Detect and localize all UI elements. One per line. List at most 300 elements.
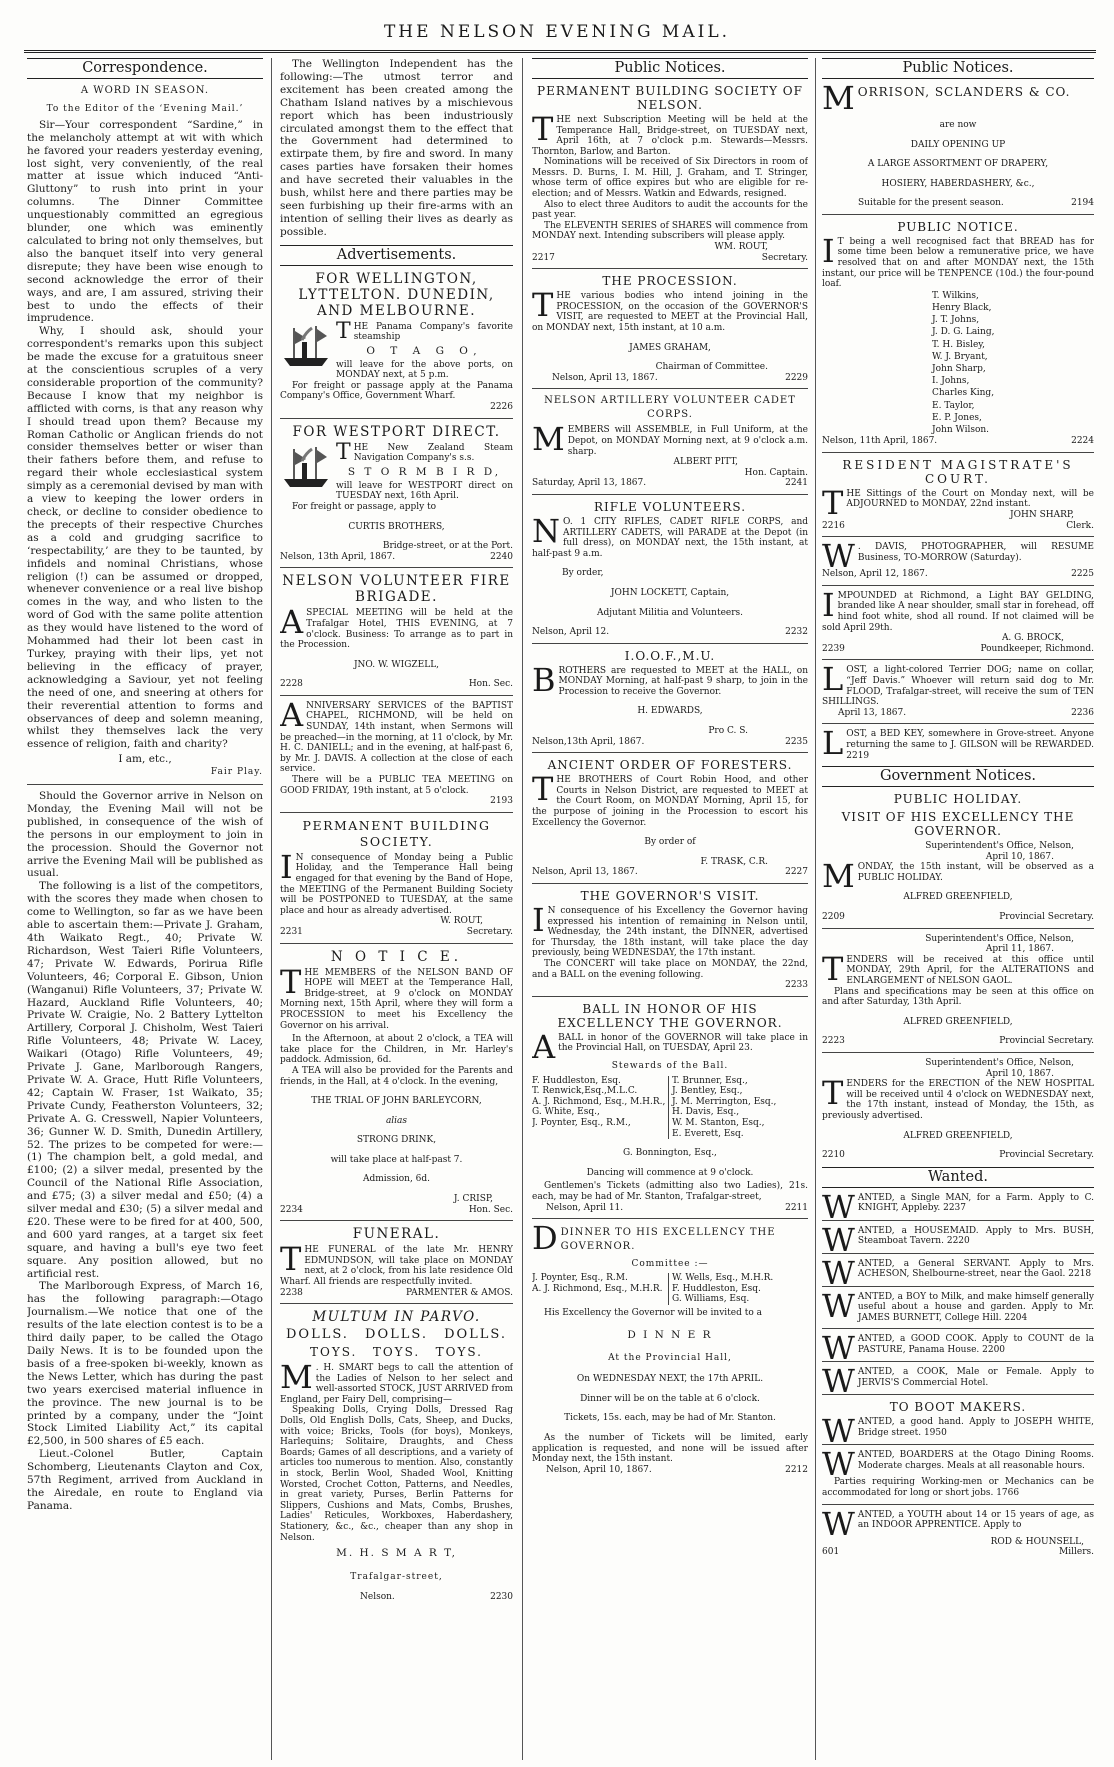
ad-role: Clerk. [1066,520,1094,531]
ad-role: Chairman of Committee. [655,362,768,373]
divider [822,1052,1094,1053]
divider [280,695,513,696]
drop-cap: W [822,1412,855,1451]
ad-role: Provincial Secretary. [999,1036,1094,1047]
ad-heading: PUBLIC HOLIDAY. [893,792,1023,807]
ad-body: BALL in honor of the GOVERNOR will take place in the Provincial Hall, on TUESDAY, April 23. [558,1032,808,1054]
ad-body: For freight or passage apply at the Panama Company's Office, Government Wharf. [280,380,513,402]
ad-number: 2220 [946,1236,970,1247]
drop-cap: A [280,695,304,734]
notice-tenders-gaol [822,934,1094,1047]
ad-davis-photographer [822,537,1094,580]
ad-body: SPECIAL MEETING will be held at the Trafalgar Hotel, THIS EVENING, at 7 o'clock. Business: To arrange as to part in the Procession. [280,608,513,651]
masthead-title: THE NELSON EVENING MAIL. [383,22,731,42]
article-headline: A WORD IN SEASON. [80,84,210,96]
ad-body: HE New Zealand Steam Navigation Company's s.s. [353,442,513,464]
drop-cap: W [822,1362,855,1401]
news-paragraph: The Wellington Independent has the following:—The utmost terror and excitement has been created among the Chatham Island natives by a mischievous report which has been industriously circulated amongst them to the effect that the Government had determined to extirpate them, by fire and sword. In many cases parties have forsaken their homes and have secreted their valuables in the bush, whilst here and there parties may be seen furbishing up their fire-arms with an intention of selling their lives as dearly as possible. [280,58,513,238]
ad-number: 2236 [1071,707,1094,718]
divider [280,1303,513,1304]
divider [532,996,808,997]
divider [532,643,808,644]
ad-role: Pro C. S. [708,726,748,737]
steward-name: G. White, Esq., [532,1107,600,1118]
ad-text: By order, [562,568,604,579]
ad-role: Secretary. [761,252,808,263]
committee-name: J. Poynter, Esq., R.M. [532,1273,628,1284]
divider [822,659,1094,660]
ad-body: will leave for WESTPORT direct on TUESDAY next, 16th April. [336,480,513,502]
ad-body: ROTHERS are requested to MEET at the HALL, on MONDAY Morning, at half-past 9 sharp, to join in the Procession to receive the Governor. [558,665,808,697]
ad-heading: ORRISON, SCLANDERS & CO. [857,84,1071,99]
steward-name: T. Brunner, Esq., [672,1075,748,1086]
drop-cap: T [532,286,554,325]
ad-heading: ANCIENT ORDER OF FORESTERS. [547,758,793,773]
ad-text: alias [385,1115,408,1126]
column-1 [27,58,263,1760]
drop-cap: T [336,439,351,465]
divider [280,567,513,568]
drop-cap: W [822,1445,855,1484]
ad-boarders [822,1445,1094,1498]
ad-number: 2223 [822,1036,845,1047]
ad-pbs-nelson [532,84,808,263]
ad-number: 2225 [1071,569,1094,580]
committee-name: A. J. Richmond, Esq., M.H.R. [532,1283,663,1294]
steamship-icon [280,322,332,370]
divider [822,1504,1094,1505]
divider [822,536,1094,537]
drop-cap: T [822,1074,844,1113]
ad-body: . H. SMART begs to call the attention of the Ladies of Nelson to her select and well-assorted STOCK, JUST ARRIVED from England, per Fairy Dell, comprising— [280,1363,513,1405]
ad-body: ENDERS for the ERECTION of the NEW HOSPITAL will be received until 4 o'clock on WEDNESDAY next, the 17th instant, instead of Monday, the 15th, as previously advertised. [822,1079,1094,1121]
committee-name: F. Huddleston, Esq. [672,1283,761,1294]
drop-cap: A [532,1027,556,1066]
ad-heading: TO BOOT MAKERS. [889,1400,1027,1415]
ad-heading: VISIT OF HIS EXCELLENCY THE GOVERNOR. [841,810,1075,839]
ad-body: EMBERS will ASSEMBLE, in Full Uniform, at the Depot, on MONDAY Morning next, at 9 o'clock a.m. sharp. [567,425,808,457]
ad-foresters [532,758,808,878]
ad-body: Dancing will commence at 9 o'clock. [586,1167,754,1178]
column-divider [522,58,523,1760]
divider [532,1218,808,1219]
ad-date: Nelson, 11th April, 1867. [822,436,938,447]
ad-date: Nelson, 13th April, 1867. [280,551,396,562]
column-3 [532,58,808,1760]
news-paragraph: Lieut.-Colonel Butler, Captain Schomberg, Lieutenants Clayton and Cox, 57th Regiment, arrived from Auckland in the Airedale, en route to England via Panama. [27,1448,263,1512]
ad-heading: RIFLE VOLUNTEERS. [593,499,747,514]
ad-magistrate [822,458,1094,531]
ship-name: S T O R M B I R D, [347,465,502,478]
steward-name: J. Poynter, Esq., R.M., [532,1118,631,1129]
ad-body: MPOUNDED at Richmond, a Light BAY GELDING, branded like A near shoulder, small star in forehead, off hind foot white, shod all round. If not claimed will be sold April 29th. [822,590,1094,633]
drop-cap: T [280,1240,302,1279]
drop-cap: W [822,1187,855,1226]
ad-body: ANTED, a General SERVANT. Apply to Mrs. ACHESON, Shelbourne-street, near the Gaol. [857,1258,1094,1280]
drop-cap: T [336,318,351,344]
divider [822,1394,1094,1395]
divider [532,494,808,495]
ad-number: 2200 [982,1345,1006,1355]
ad-body: A TEA will also be provided for the Parents and friends, in the Hall, at 4 o'clock. In the evening, [280,1065,513,1087]
ad-text: are now [939,119,977,130]
signatory-name: W. J. Bryant, [932,351,988,362]
signatory-name: T. H. Bisley, [932,339,986,350]
drop-cap: T [532,770,554,809]
ad-text: A LARGE ASSORTMENT OF DRAPERY, [867,159,1049,170]
signatory-name: Henry Black, [932,303,992,314]
ad-body: N consequence of Monday being a Public Holiday, and the Temperance Hall being engaged for that evening by the Band of Hope, the MEETING of the Permanent Building Society will be POSTPONED to TUESDAY, at the same place and hour as already advertised. [280,852,513,916]
signatory-name: T. Wilkins, [932,290,979,301]
ad-youth [822,1504,1094,1558]
ad-role: Provincial Secretary. [999,1150,1094,1161]
letter-paragraph: Sir—Your correspondent “Sardine,” in the melancholy attempt at wit with which he favored your readers yesterday evening, lost sight, very conveniently, of the real matter at issue which induced “Anti-Gluttony” to rush into print in your columns. The Dinner Committee unquestionably committed an egregious blunder, one which was eminently calculated to bring not only themselves, but also the banquet itself into very general disrepute; they have been wise enough to second acknowledge the error of their ways, and are, I am assured, striving their best to undo the effects of their imprudence. [27,118,263,325]
ad-body: Speaking Dolls, Crying Dolls, Dressed Rag Dolls, Old English Dolls, Cats, Sheep, and Ducks, with voice; Bricks, Tools (for boys), Monkeys, Harlequins; Solitaire, Draughts, and Chess Boards; Games of all descriptions, and a variety of articles too numerous to mention. Also, constantly in stock, Berlin Wool, Shaded Wool, Knitting Worsted, Crochet Cotton, Patterns, and Needles, in great variety, Purses, Berlin Patterns for Slippers, Cushions and Mats, Combs, Brushes, Ladies' Reticules, Workboxes, Haberdashery, Stationery, &c., &c., cheaper than any shop in Nelson. [280,1405,513,1543]
committee-list [532,1273,808,1305]
ad-text: HOSIERY, HABERDASHERY, &c., [881,178,1035,189]
letter-paragraph: Why, I should ask, should your correspondent's remarks upon this subject be made the excuse for a gratuitous sneer at the conscientious scruples of a very considerable proportion of the community? Because I know that my neighbor is afflicted with corns, is that any reason why I should tread upon them? Because my Roman Catholic or Anglican friends do not consider themselves better or wiser than their fathers before them, and refuse to regard their whole ecclesiastical system simply as a ceremonial devised by man with a view to keeping the lower orders in check, or decline to consider obedience to the precepts of their respective Churches as a cold and grudging sacrifice to ‘respectability,’ are they to be taunted, by infidels and nominal Christians, whose religion (!) can be assumed or dropped, whenever convenience or a real live bishop comes in the way, and who listen to the word of God with the same polite attention as they would have listened to the word of Mohammed had their lot been cast in Turkey, praying with their lips, yet not believing in the efficacy of prayer, acknowledging a Saviour, yet not feeling the need of one, and sneering at others for their reverential attention to forms and observances of deep and solemn meaning, whilst they themselves lack the very essence of religion, faith and charity? [27,325,263,751]
ad-banner: DOLLS. [286,1327,349,1343]
signatories-list [932,290,1094,436]
ad-signer: ROD & HOUNSELL, [990,1536,1084,1547]
letter-salutation: To the Editor of the ‘Evening Mail.’ [46,103,244,114]
ad-number: 1766 [996,1488,1020,1498]
ad-body: . DAVIS, PHOTOGRAPHER, will RESUME Business, TO-MORROW (Saturday). [857,542,1094,563]
ad-body: N consequence of his Excellency the Governor having expressed his intention of remaining in Nelson until, Wednesday, the 24th instant, the DINNER, advertised for Thursday, the 18th instant, will take place the day previously, being WEDNESDAY, the 17th instant. [532,906,808,959]
ad-body: For freight or passage, apply to [292,501,437,512]
ad-lost-key [822,724,1094,763]
ad-address: Trafalgar-street, [350,1571,443,1582]
ad-funeral [280,1226,513,1298]
ad-title: D I N N E R [627,1328,713,1341]
ad-body: ANTED, BOARDERS at the Otago Dining Rooms. Moderate charges. Meals at all reasonable hours. [857,1450,1094,1471]
ad-body: The ELEVENTH SERIES of SHARES will commence from MONDAY next. Intending subscribers will please apply. [532,220,808,242]
divider [822,928,1094,929]
drop-cap: I [280,847,293,886]
column-4 [822,58,1094,1760]
ad-fire-brigade [280,573,513,690]
drop-cap: M [822,78,855,117]
ad-number: 2235 [785,736,808,747]
ad-body: HE FUNERAL of the late Mr. HENRY EDMUNDSON, will take place on MONDAY next, at 2 o'clock, from his late residence Old Wharf. All friends are respectfully invited. [280,1245,513,1288]
ad-date: Nelson, April 13, 1867. [552,372,658,383]
ad-banner: DOLLS. [444,1327,507,1343]
ad-body: As the number of Tickets will be limited, early application is requested, and none will be issued after Monday next, the 15th instant. [532,1433,808,1465]
ad-role: Poundkeeper, Richmond. [980,643,1094,654]
divider [532,883,808,884]
ad-body: ANTED, a COOK, Male or Female. Apply to JERVIS'S Commercial Hotel. [857,1367,1094,1388]
signatory-name: E. Taylor, [932,400,975,411]
ad-number: 2231 [280,926,303,937]
ad-number: 2233 [785,980,808,991]
ad-role: Hon. Sec. [468,1204,513,1215]
drop-cap: W [822,537,855,576]
office-date: April 10, 1867. [985,1068,1054,1079]
ad-number: 2216 [822,520,845,531]
ad-date: Nelson, April 13, 1867. [532,867,638,878]
steward-name: J. M. Merrington, Esq., [672,1096,777,1107]
section-heading: Correspondence. [27,58,263,79]
ad-body: Also to elect three Auditors to audit the accounts for the past year. [532,199,808,221]
ad-heading: NELSON ARTILLERY VOLUNTEER CADET CORPS. [544,395,796,421]
office-date: April 11, 1867. [985,944,1054,955]
section-heading: Advertisements. [280,245,513,266]
drop-cap: I [822,231,835,270]
steward-name: G. Bonnington, Esq., [623,1148,717,1159]
ad-number: 2232 [785,627,808,638]
ad-body: Admission, 6d. [362,1174,431,1185]
ad-body: ONDAY, the 15th instant, will be observed as a PUBLIC HOLIDAY. [857,862,1094,883]
steward-name: A. J. Richmond, Esq., M.H.R., [532,1096,666,1107]
ad-number: 2229 [785,372,808,383]
ad-heading: THE GOVERNOR'S VISIT. [580,889,760,903]
ad-signer: J. CRISP, [453,1194,493,1205]
ad-number: 2212 [785,1464,808,1475]
ad-body: ANTED, a GOOD COOK. Apply to COUNT de la PASTURE, Panama House. [857,1334,1094,1355]
ad-number: 2240 [490,551,513,562]
steamship-icon [280,443,332,491]
drop-cap: M [532,420,565,459]
ad-body: Gentlemen's Tickets (admitting also two Ladies), 21s. each, may be had of Mr. Stanton, Trafalgar-street, [532,1181,808,1202]
steward-name: E. Everett, Esq. [672,1128,744,1139]
ad-heading: FOR WESTPORT DIRECT. [292,423,501,440]
ad-number: 2217 [532,252,555,263]
notice-tenders-hospital [822,1058,1094,1161]
divider [822,214,1094,215]
column-2 [280,58,513,1760]
drop-cap: T [280,962,302,1001]
ad-ioof [532,649,808,748]
stewards-title: Stewards of the Ball. [611,1060,729,1071]
ad-signer: W. ROUT, [440,916,483,927]
ad-signer: M. H. S M A R T, [336,1547,457,1560]
divider [822,1328,1094,1329]
ad-number: 2234 [280,1204,303,1215]
ad-signer: PARMENTER & AMOS. [405,1287,513,1298]
drop-cap: W [822,1329,855,1368]
section-heading: Government Notices. [822,766,1094,787]
ad-agent-address: Bridge-street, or at the Port. [382,541,513,552]
drop-cap: W [822,1286,855,1325]
divider [532,268,808,269]
stewards-list [532,1076,808,1140]
ad-role: Adjutant Militia and Volunteers. [596,607,744,618]
ad-smart [280,1309,513,1603]
ad-number: 2227 [785,867,808,878]
ad-number: 2241 [785,478,808,489]
drop-cap: W [822,1220,855,1259]
ad-body: Dinner will be on the table at 6 o'clock. [580,1393,760,1404]
ad-heading: N O T I C E. [330,948,463,965]
ad-signer: ALBERT PITT, [673,457,738,468]
ad-banner: DOLLS. [365,1327,428,1343]
ad-body: OST, a light-colored Terrier DOG; name on collar, “Jeff Davis.” Whoever will return said dog to Mr. FLOOD, Trafalgar-street, will receive the sum of TEN SHILLINGS. [822,665,1094,708]
ad-bread-notice [822,220,1094,447]
ad-heading: RESIDENT MAGISTRATE'S COURT. [842,457,1074,486]
ad-text: DAILY OPENING UP [910,139,1006,150]
ad-dinner [532,1219,808,1475]
signatory-name: J. D. G. Laing, [932,327,995,338]
ad-role: Hon. Sec. [468,679,513,690]
drop-cap: M [280,1358,313,1397]
divider [532,388,808,389]
ad-banner: TOYS. [310,1345,358,1360]
column-divider [815,58,816,1760]
ad-signer: H. EDWARDS, [637,706,703,717]
committee-title: Committee :— [631,1259,709,1270]
ad-banner: TOYS. [435,1345,483,1360]
signatory-name: John Wilson. [932,425,990,436]
divider [280,943,513,944]
ad-body: ANTED, a good hand. Apply to JOSEPH WHITE, Bridge street. [857,1417,1094,1438]
ad-date: April 13, 1867. [838,707,907,718]
column-divider [271,58,272,1760]
masthead-rule [24,50,1096,53]
ad-body: T being a well recognised fact that BREAD has for some time been below a remunerative price, we have resolved that on and after MONDAY next, the 15th instant, our price will be TENPENCE (10d.) the four-pound loaf. [822,236,1094,290]
ad-number: 2194 [1071,198,1094,209]
drop-cap: B [532,660,556,699]
drop-cap: T [822,483,844,522]
ad-body: HE various bodies who intend joining in the PROCESSION, on the occasion of the GOVERNOR'S VISIT, are requested to MEET at the Provincial Hall, on MONDAY next, 15th instant, at 10 a.m. [532,291,808,333]
ad-baptist [280,695,513,807]
ad-role: Hon. Captain. [744,467,808,478]
ad-signer: A. G. BROCK, [1001,633,1064,644]
ad-title: THE TRIAL OF JOHN BARLEYCORN, [311,1096,482,1107]
ad-heading: PERMANENT BUILDING SOCIETY. [302,817,491,849]
ad-place: At the Provincial Hall, [608,1353,732,1364]
ad-number: 2230 [490,1592,513,1603]
ad-impounded [822,585,1094,655]
ad-signer: ALFRED GREENFIELD, [903,892,1013,903]
divider [822,1220,1094,1221]
ad-number: 2238 [280,1287,303,1298]
ad-heading: PERMANENT BUILDING SOCIETY OF NELSON. [537,83,803,112]
ship-name: O T A G O, [366,344,483,357]
ad-heading: PUBLIC NOTICE. [897,219,1019,234]
ad-signer: JOHN SHARP, [1010,510,1074,521]
ad-body: ANTED, a HOUSEMAID. Apply to Mrs. BUSH, Steamboat Tavern. [857,1225,1094,1247]
letter-signature: Fair Play. [210,767,263,778]
ad-date: Nelson, April 10, 1867. [546,1464,652,1475]
ad-body: There will be a PUBLIC TEA MEETING on GOOD FRIDAY, 19th instant, at 5 o'clock. [280,775,513,796]
ad-number: 1950 [923,1428,947,1438]
wanted-ad [822,1362,1094,1401]
ad-heading: THE PROCESSION. [602,274,738,289]
ad-role: Millers. [1059,1547,1094,1558]
ad-body: Parties requiring Working-men or Mechanics can be accommodated for long or short jobs. [822,1477,1094,1498]
ad-otago [280,271,513,413]
wanted-ad [822,1329,1094,1368]
ad-body: HE next Subscription Meeting will be held at the Temperance Hall, Bridge-street, on TUESDAY next, April 16th, at 7 o'clock p.m. Stewards—Messrs. Thornton, Barlow, and Barton. [532,114,808,157]
wanted-ad [822,1220,1094,1259]
ad-body: will leave for the above ports, on MONDAY next, at 5 p.m. [336,359,513,381]
divider [532,752,808,753]
ad-body: will take place at half-past 7. [330,1154,463,1165]
wanted-ad [822,1187,1094,1226]
ad-date: On WEDNESDAY NEXT, the 17th APRIL. [576,1374,764,1385]
office-date: April 10, 1867. [985,851,1054,862]
ad-westport [280,424,513,563]
divider [822,1253,1094,1254]
ad-place: Nelson. [360,1592,395,1603]
divider [280,812,513,813]
ad-heading: FUNERAL. [352,1226,441,1243]
divider [822,452,1094,453]
drop-cap: D [532,1219,558,1258]
ad-body: HE Sittings of the Court on Monday next, will be ADJOURNED to MONDAY, 22nd instant. [846,488,1094,510]
ad-heading: MULTUM IN PARVO. [312,1309,481,1326]
ad-body: NNIVERSARY SERVICES of the BAPTIST CHAPEL, RICHMOND, will be held on SUNDAY, 14th instant, when Sermons will be preached—in the morning, at 11 o'clock, by Mr. H. C. DANIELL; and in the evening, at half-past 6, by Mr. J. DAVIS. A collection at the close of each service. [280,700,513,775]
drop-cap: N [532,511,560,550]
divider [280,1220,513,1221]
ad-governors-visit [532,889,808,991]
ad-procession [532,274,808,383]
ad-agent: CURTIS BROTHERS, [348,521,445,532]
drop-cap: M [822,857,855,896]
ad-heading: BALL IN HONOR OF HIS EXCELLENCY THE GOVERNOR. [557,1001,783,1030]
masthead [0,0,1114,48]
ad-body: ANTED, a BOY to Milk, and make himself generally useful about a house and garden. Apply to Mr. JAMES BURNETT, College Hill. [857,1291,1094,1323]
ad-signer: F. TRASK, C.R. [700,856,768,867]
ad-artillery-cadets [532,394,808,489]
ad-number: 2210 [822,1150,845,1161]
ad-text: Suitable for the present season. [858,198,1004,209]
office-line: Superintendent's Office, Nelson, [925,933,1074,944]
ad-heading: FOR WELLINGTON, LYTTELTON. DUNEDIN, AND MELBOURNE. [298,270,495,319]
signatory-name: John Sharp, [932,364,986,375]
ad-number: 2218 [1068,1269,1092,1280]
ad-signer: ALFRED GREENFIELD, [903,1130,1013,1141]
signatory-name: E. P. Jones, [932,412,982,423]
steward-name: F. Huddleston, Esq. [532,1075,621,1086]
drop-cap: I [822,585,835,624]
ad-heading: I.O.O.F.,M.U. [624,648,716,663]
notice-public-holiday [822,792,1094,923]
section-heading: Wanted. [822,1167,1094,1188]
ad-body: Tickets, 15s. each, may be had of Mr. Stanton. [564,1413,776,1424]
drop-cap: W [822,1253,855,1292]
ad-body: ANTED, a Single MAN, for a Farm. Apply to C. KNIGHT, Appleby. [857,1192,1094,1214]
ad-body: OST, a BED KEY, somewhere in Grove-street. Anyone returning the same to J. GILSON will be REWARDED. [846,729,1094,750]
ad-banner: TOYS. [372,1345,421,1360]
divider [280,418,513,419]
ad-body: HE Panama Company's favorite steamship [353,321,513,343]
divider [822,1286,1094,1287]
ad-signer: ALFRED GREENFIELD, [903,1016,1013,1027]
news-paragraph: Should the Governor arrive in Nelson on Monday, the Evening Mail will not be published, in consequence of the wish of the persons in our employment to join in the procession. Should the Governor not arrive the Evening Mail will be published as usual. [27,790,263,880]
ad-ball [532,1002,808,1213]
divider [822,723,1094,724]
steward-name: H. Davis, Esq., [672,1107,740,1118]
ad-morrison [822,78,1094,209]
ad-body: Nominations will be received of Six Directors in room of Messrs. D. Burns, I. M. Hill, J. Graham, and T. Stringer, whose term of office expires but who are eligible for re-election; and of Messrs. Watkin and Edwards, resigned. [532,157,808,200]
ad-signer: WM. ROUT, [714,242,768,253]
drop-cap: T [532,109,554,148]
section-heading: Public Notices. [822,58,1094,79]
ad-date: Saturday, April 13, 1867. [532,478,647,489]
ad-number: 2226 [490,402,513,413]
ad-body: In the Afternoon, at about 2 o'clock, a TEA will take place for the Children, in Mr. Harley's paddock. Admission, 6d. [280,1034,513,1066]
ad-date: Nelson, April 11. [546,1202,624,1213]
ad-number: 2209 [822,912,845,923]
news-paragraph: The following is a list of the competitors, with the scores they made when chosen to come to Wellington, so far as we have been able to ascertain them:—Private J. Graham, 4th Waikato Regt., 40; Private W. Richardson, West Taieri Rifle Volunteers, 47; Private W. Edwards, Porirua Rifle Volunteers, 46; Corporal E. Gibson, Union (Wanganui) Rifle Volunteers, 37; Private W. Hazard, Auckland Rifle Volunteers, 40; Private W. Craigie, No. 2 Battery Lyttelton Artillery, Corporal J. Chisholm, West Taieri Rifle Volunteers, 48; Private W. Lacey, Waikari (Otago) Rifle Volunteers, 49; Private J. Gane, Marlborough Rangers, Private W. A. Grace, Hutt Rifle Volunteers, 42; Captain W. Fraser, 1st Waikato, 35; Private Cundy, Featherston Volunteers, 32; Private A. G. Cresswell, Napier Volunteers, 36; Gunner W. D. Smith, Dunedin Artillery, 52. The prizes to be competed for were:—(1) The champion belt, a gold medal, and £100; (2) a silver medal, presented by the Council of the National Rifle Association, and £75; (3) a silver medal and £50; (4) a silver medal and £30; (5) a silver medal and £20. These were to be fired for at 400, 500, and 600 yard ranges, at a target six feet square, and having a bull's eye two feet square. Any position allowed, but no artificial rest. [27,880,263,1280]
ad-body: O. 1 CITY RIFLES, CADET RIFLE CORPS, and ARTILLERY CADETS, will PARADE at the Depot (in full dress), on MONDAY next, the 15th instant, at half-past 9 a.m. [532,516,808,559]
ad-body: His Excellency the Governor will be invited to a [544,1307,762,1318]
signatory-name: J. T. Johns, [932,315,980,326]
ad-number: 601 [822,1547,840,1558]
ad-body: HE BROTHERS of Court Robin Hood, and other Courts in Nelson District, are requested to MEET at the Court Room, on MONDAY Morning, April 15, for the purpose of joining in the Procession to escort his Excellency the Governor. [532,775,808,828]
ad-signer: JOHN LOCKETT, Captain, [610,587,730,598]
